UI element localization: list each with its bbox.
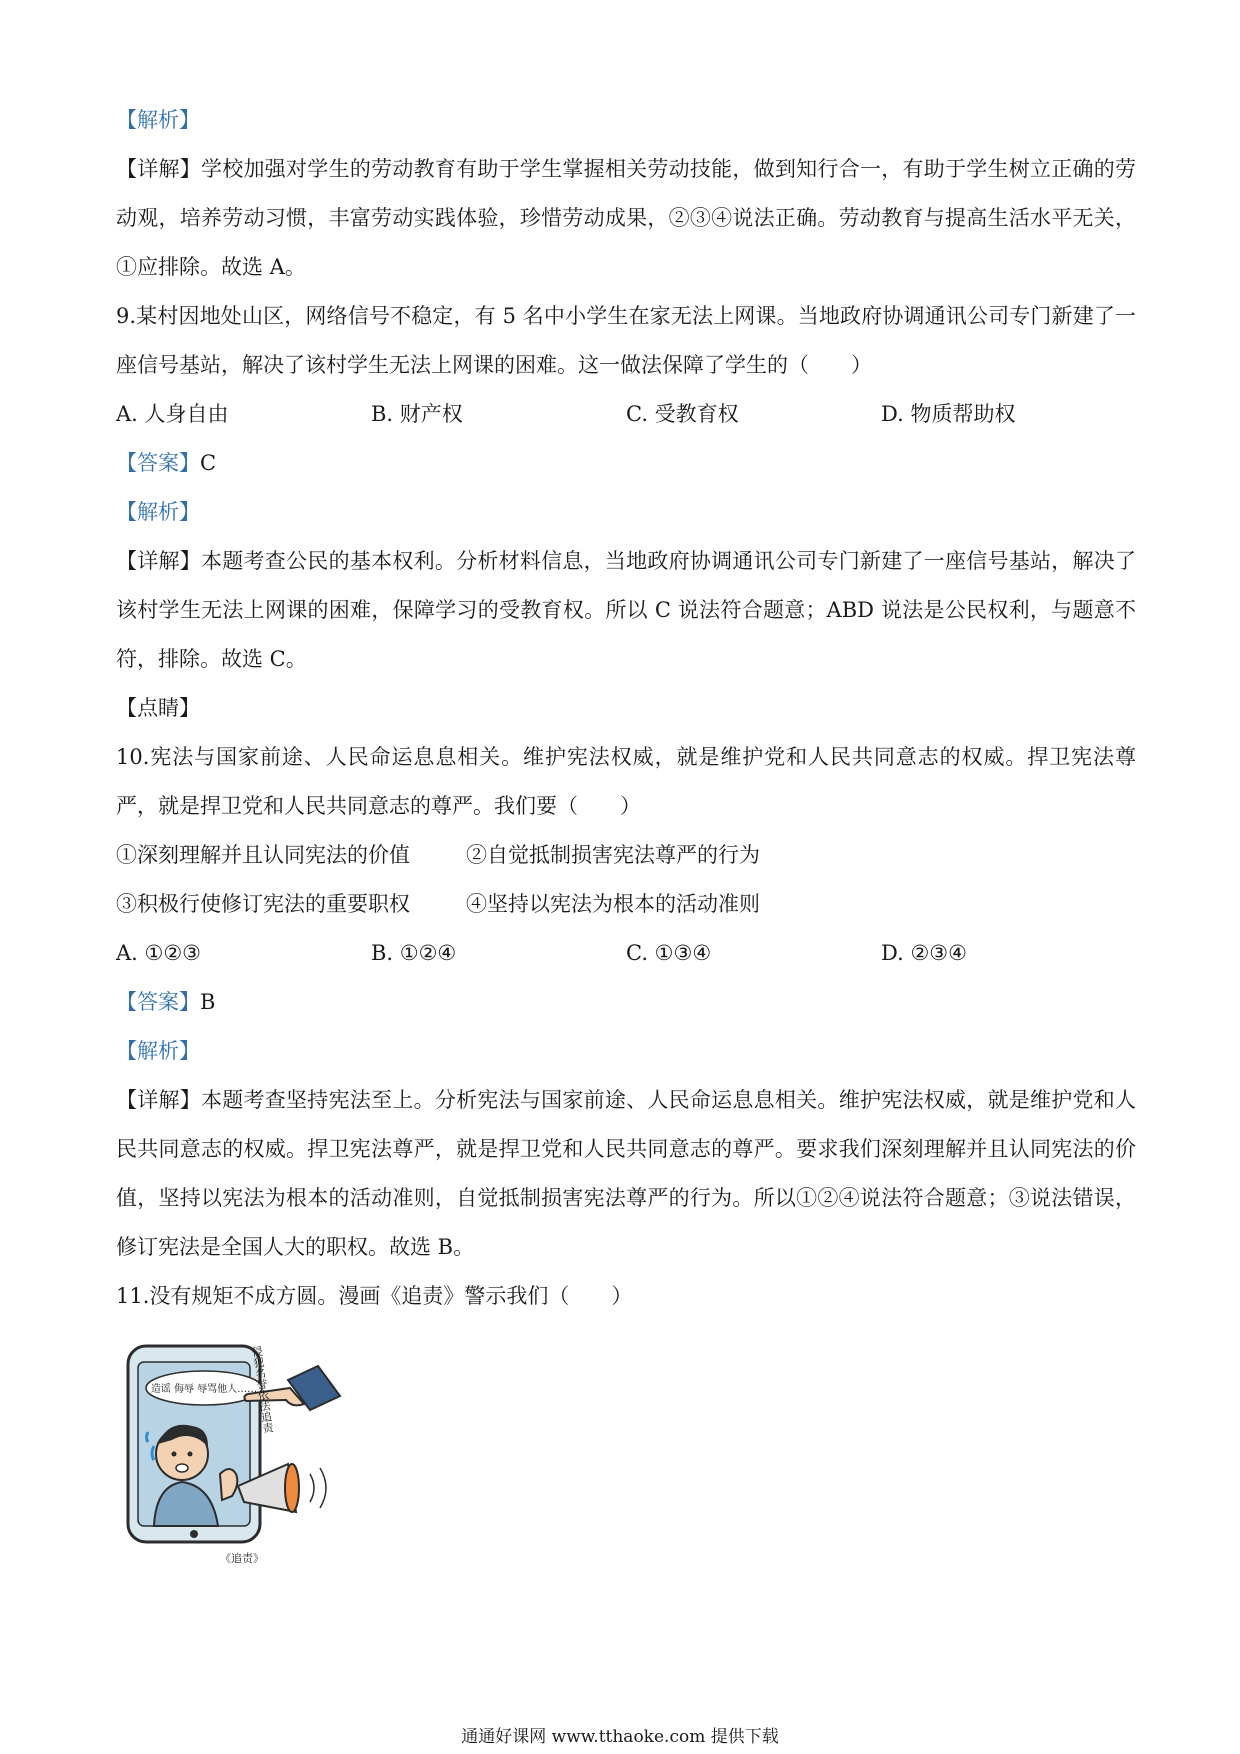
phone-button	[190, 1530, 198, 1538]
answer-line	[116, 978, 1136, 1027]
detail-text: 学校加强对学生的劳动教育有助于学生掌握相关劳动技能，做到知行合一，有助于学生树立正确的劳动观，培养劳动习惯，丰富劳动实践体验，珍惜劳动成果，②③④说法正确。劳动教育与提高生活水平无关，①应排除。故选 A。	[116, 157, 1137, 279]
option-a: A. 人身自由	[116, 402, 229, 426]
detail-tag: 【详解】	[116, 1088, 202, 1112]
bubble-text: 造谣 侮辱 辱骂他人……	[150, 1384, 258, 1395]
statement-2: ②自觉抵制损害宪法尊严的行为	[466, 843, 760, 867]
analysis-tag: 【解析】	[116, 500, 200, 524]
option-c: C. 受教育权	[626, 402, 739, 426]
statement-row	[116, 831, 1136, 880]
statement-1: ①深刻理解并且认同宪法的价值	[116, 843, 410, 867]
sign-text: 侵犯名誉依法追责	[249, 1345, 275, 1435]
option-c: C. ①③④	[626, 941, 712, 965]
option-d: D. ②③④	[881, 941, 967, 965]
analysis-tag: 【解析】	[116, 108, 200, 132]
question-9-stem: 9.某村因地处山区，网络信号不稳定，有 5 名中小学生在家无法上网课。当地政府协调通讯公司专门新建了一座信号基站，解决了该村学生无法上网课的困难。这一做法保障了学生的（ ）	[116, 304, 1136, 377]
answer-tag: 【答案】	[116, 990, 200, 1014]
option-b: B. ①②④	[371, 941, 457, 965]
man-eye	[172, 1452, 177, 1457]
sweat-drop	[147, 1432, 149, 1442]
comment-tag: 【点睛】	[116, 696, 200, 720]
question-9-options	[116, 390, 1136, 439]
detail-tag: 【详解】	[116, 157, 202, 181]
detail-paragraph	[116, 145, 1136, 292]
detail-text: 本题考查坚持宪法至上。分析宪法与国家前途、人民命运息息相关。维护宪法权威，就是维护党和人民共同意志的权威。捍卫宪法尊严，就是捍卫党和人民共同意志的尊严。要求我们深刻理解并且认同宪法的价值，坚持以宪法为根本的活动准则，自觉抵制损害宪法尊严的行为。所以①②④说法符合题意；③说法错误，修订宪法是全国人大的职权。故选 B。	[116, 1088, 1137, 1259]
cartoon-caption: 《追责》	[220, 1552, 264, 1565]
option-d: D. 物质帮助权	[881, 402, 1016, 426]
option-b: B. 财产权	[371, 402, 463, 426]
detail-paragraph	[116, 1076, 1136, 1272]
sound-waves	[310, 1468, 326, 1508]
analysis-tag: 【解析】	[116, 1039, 200, 1063]
detail-paragraph	[116, 537, 1136, 684]
detail-text: 本题考查公民的基本权利。分析材料信息，当地政府协调通讯公司专门新建了一座信号基站，解决了该村学生无法上网课的困难，保障学习的受教育权。所以 C 说法符合题意；ABD 说法是公民权利，与题意不符，排除。故选 C。	[116, 549, 1137, 671]
statement-row	[116, 880, 1136, 929]
statement-3: ③积极行使修订宪法的重要职权	[116, 892, 410, 916]
page-footer: 通通好课网 www.tthaoke.com 提供下载	[461, 1727, 779, 1747]
man-mouth	[176, 1464, 188, 1472]
detail-tag: 【详解】	[116, 549, 202, 573]
question-11-stem: 11.没有规矩不成方圆。漫画《追责》警示我们（ ）	[116, 1284, 633, 1308]
option-a: A. ①②③	[116, 941, 201, 965]
answer-tag: 【答案】	[116, 451, 200, 475]
question-10-options	[116, 929, 1136, 978]
question-10-stem: 10.宪法与国家前途、人民命运息息相关。维护宪法权威，就是维护党和人民共同意志的权威。捍卫宪法尊严，就是捍卫党和人民共同意志的尊严。我们要（ ）	[116, 745, 1136, 818]
man-eye	[188, 1452, 193, 1457]
answer-value: B	[200, 990, 216, 1014]
document-body	[116, 96, 1136, 1321]
answer-line	[116, 439, 1136, 488]
cartoon-image	[120, 1336, 380, 1568]
statement-4: ④坚持以宪法为根本的活动准则	[466, 892, 760, 916]
megaphone-mouth	[285, 1464, 299, 1512]
answer-value: C	[200, 451, 217, 475]
